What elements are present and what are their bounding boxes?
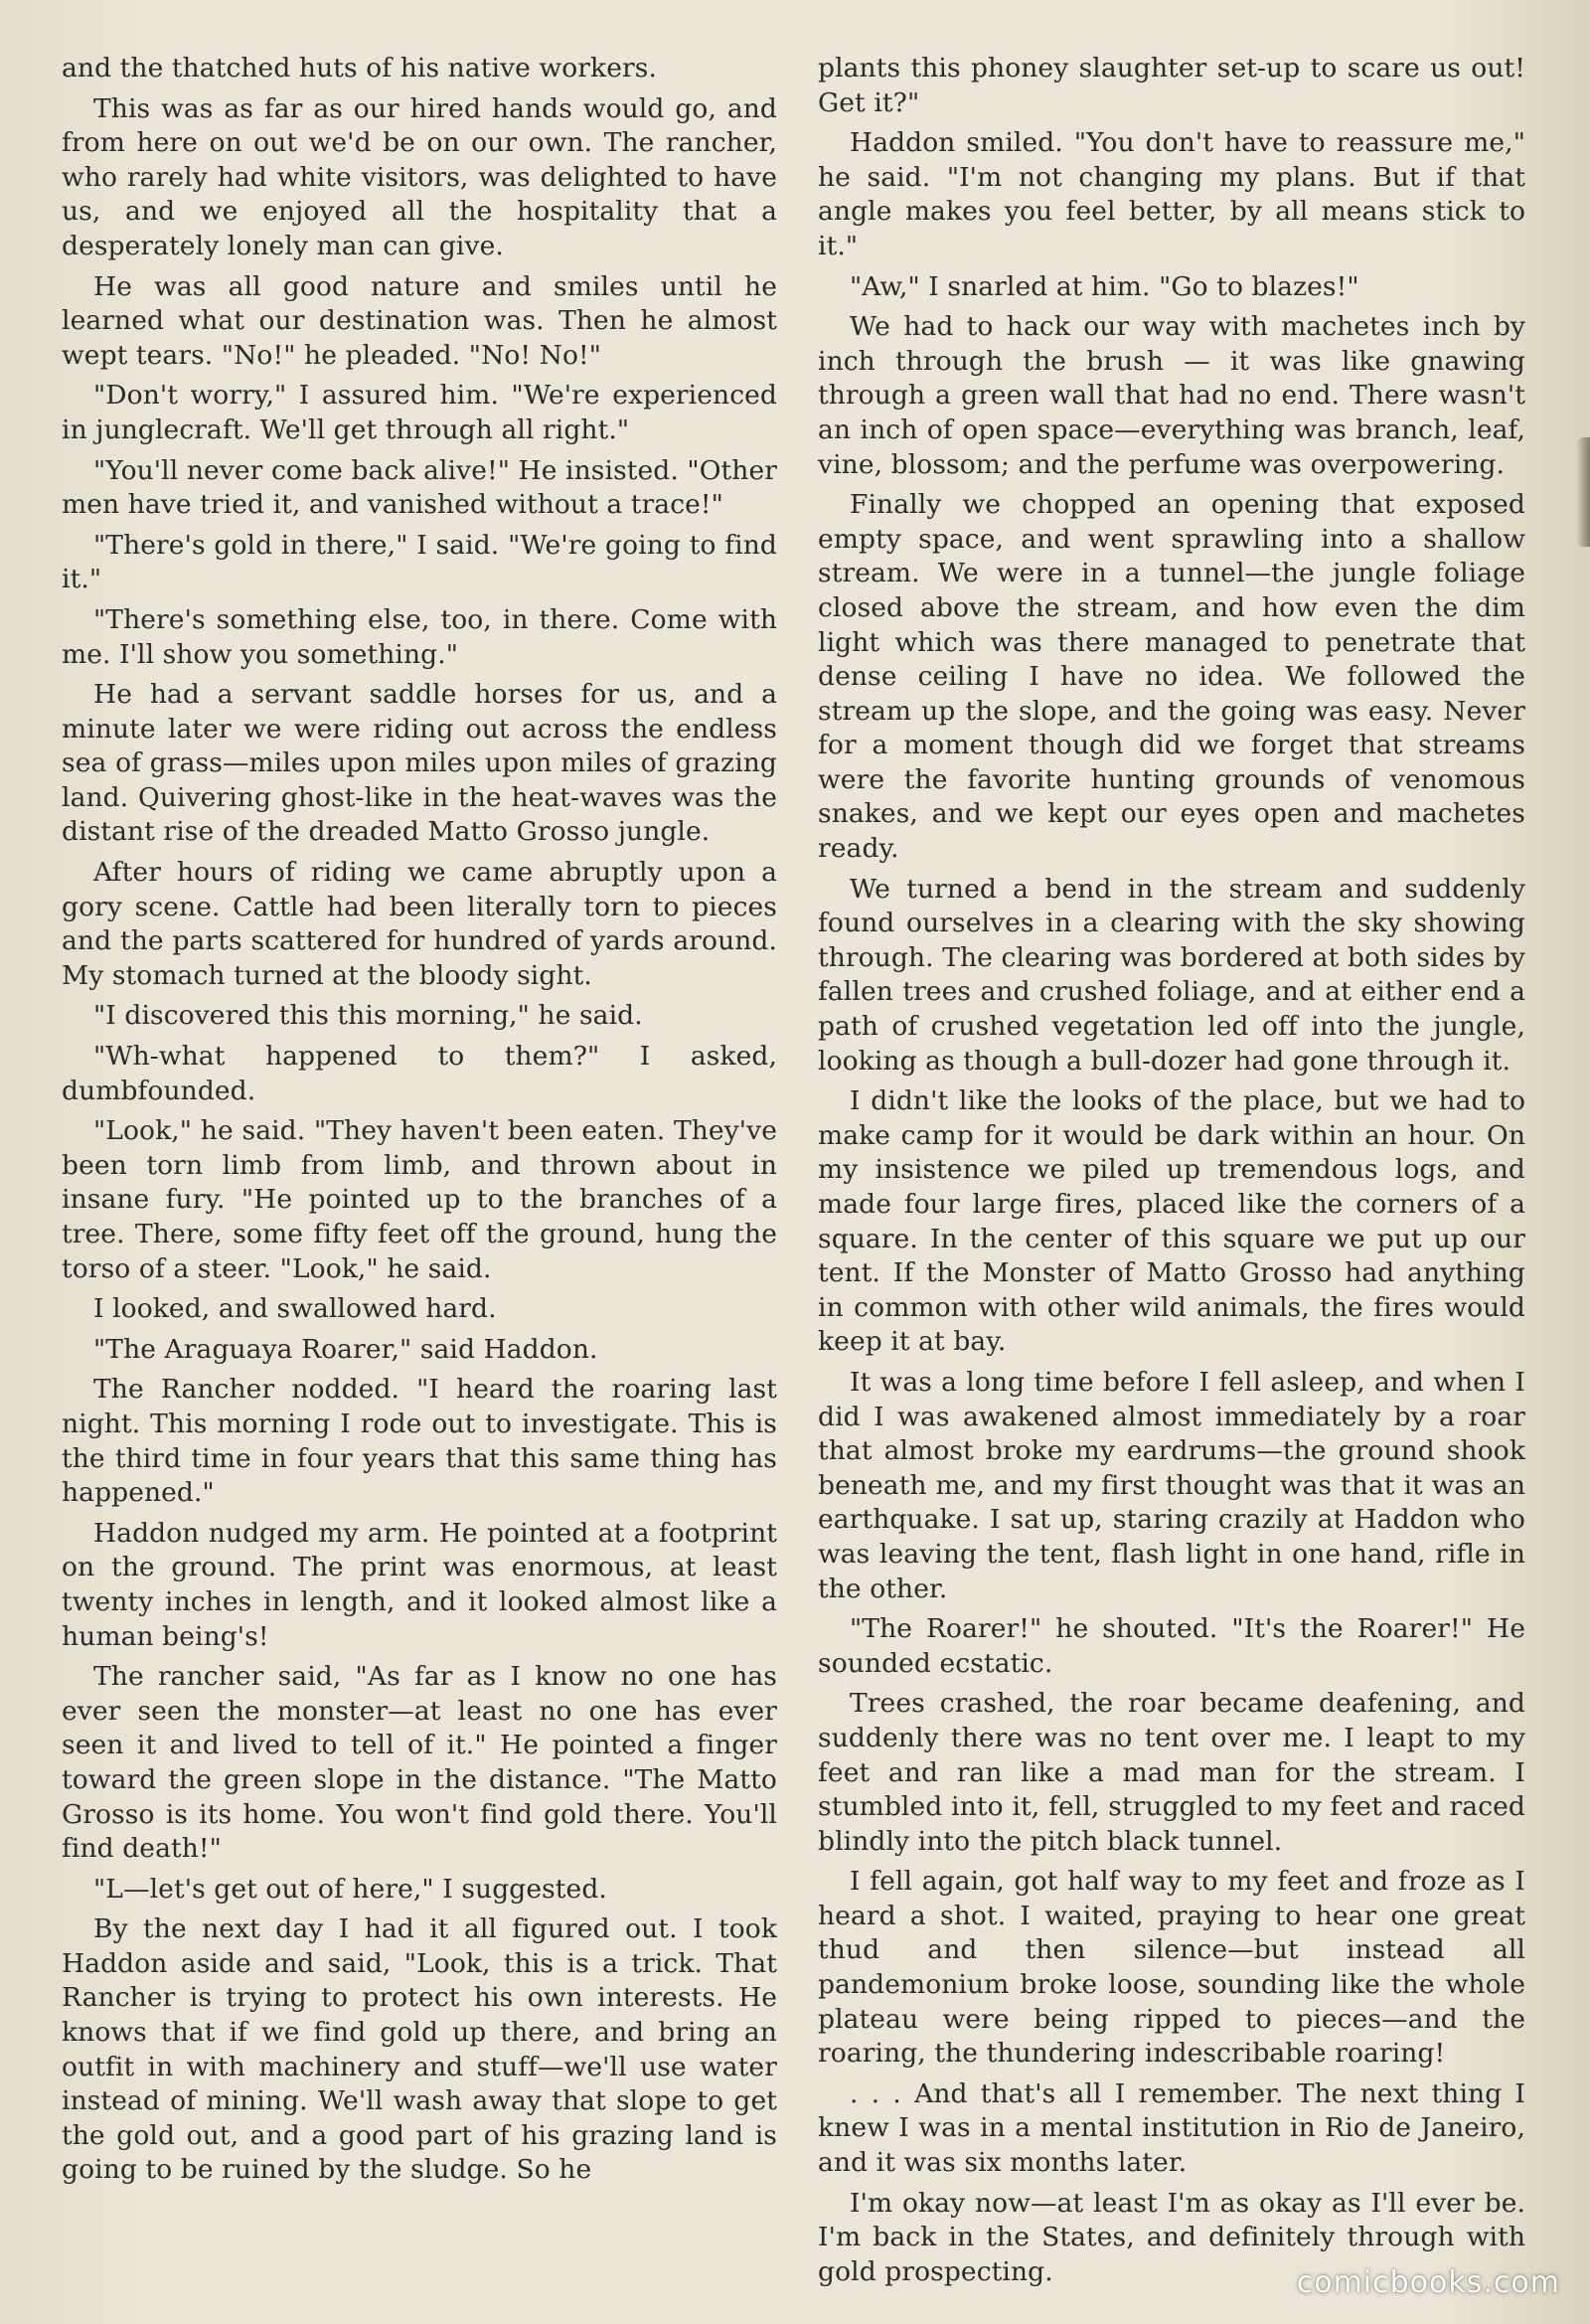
watermark: comicbooks.com <box>1296 2265 1560 2300</box>
paragraph: . . . And that's all I remember. The next thing I knew I was in a mental institution in Rio de Janeiro, and it was six months later. <box>818 2077 1525 2179</box>
paragraph: and the thatched huts of his native workers. <box>62 53 657 83</box>
paragraph: I fell again, got half way to my feet and froze as I heard a shot. I waited, praying to hear one great thud and then silence—but instead all pandemonium broke loose, sounding like the whole plateau were being ripped to pieces—and the roaring, the thundering indescribable roaring! <box>818 1866 1525 2070</box>
paragraph: We turned a bend in the stream and suddenly found ourselves in a clearing with the sky showing through. The clearing was bordered at both sides by fallen trees and crushed foliage, and at either end a path of crushed vegetation led off into the jungle, looking as though a bull-dozer had gone through it. <box>818 873 1525 1077</box>
paragraph: The Rancher nodded. "I heard the roaring last night. This morning I rode out to investigate. This is the third time in four years that this same thing has happened." <box>62 1374 777 1509</box>
paragraph: Trees crashed, the roar became deafening, and suddenly there was no tent over me. I leapt to my feet and ran like a mad man for the stream. I stumbled into it, fell, struggled to my feet and raced blindly into the pitch black tunnel. <box>818 1688 1525 1857</box>
paragraph: "There's gold in there," I said. "We're going to find it." <box>62 529 777 595</box>
paragraph: I didn't like the looks of the place, but we had to make camp for it would be dark within an hour. On my insistence we piled up tremendous logs, and made four large fires, placed like the corners of a square. In the center of this square we put up our tent. If the Monster of Matto Grosso had anything in common with other wild animals, the fires would keep it at bay. <box>818 1085 1525 1358</box>
paragraph: I'm okay now—at least I'm as okay as I'll ever be. I'm back in the States, and definitely through with gold prospecting. <box>818 2187 1525 2287</box>
paragraph: "Look," he said. "They haven't been eaten. They've been torn limb from limb, and thrown about in insane fury. "He pointed up to the branches of a tree. There, some fifty feet off the ground, hung the torso of a steer. "Look," he said. <box>62 1115 777 1284</box>
paragraph: After hours of riding we came abruptly upon a gory scene. Cattle had been literally torn to pieces and the parts scattered for hundred of yards around. My stomach turned at the bloody sight. <box>62 857 777 991</box>
paragraph: Haddon nudged my arm. He pointed at a footprint on the ground. The print was enormous, at least twenty inches in length, and it looked almost like a human being's! <box>62 1517 777 1652</box>
paragraph: "Aw," I snarled at him. "Go to blazes!" <box>850 270 1359 302</box>
paragraph: "Wh-what happened to them?" I asked, dumbfounded. <box>62 1041 777 1106</box>
paragraph: Finally we chopped an opening that exposed empty space, and went sprawling into a shallow stream. We were in a tunnel—the jungle foliage closed above the stream, and how even the dim light which was there managed to penetrate that dense ceiling I have no idea. We followed the stream up the slope, and the going was easy. Never for a moment though did we forget that streams were the favorite hunting grounds of venomous snakes, and we kept our eyes open and machetes ready. <box>818 489 1525 865</box>
paragraph: "L—let's get out of here," I suggested. <box>93 1873 607 1905</box>
left-text-column <box>62 52 777 2188</box>
paragraph: He was all good nature and smiles until he learned what our destination was. Then he almost wept tears. "No!" he pleaded. "No! No!" <box>62 270 777 371</box>
paragraph: "The Roarer!" he shouted. "It's the Roarer!" He sounded ecstatic. <box>818 1613 1525 1679</box>
paragraph: Haddon smiled. "You don't have to reassure me," he said. "I'm not changing my plans. But if that angle makes you feel better, by all means stick to it." <box>818 127 1525 261</box>
paragraph: plants this phoney slaughter set-up to scare us out! Get it?" <box>818 53 1525 118</box>
paragraph: "I discovered this this morning," he said. <box>93 1000 643 1032</box>
right-text-column <box>818 52 1525 2289</box>
paragraph: By the next day I had it all figured out. I took Haddon aside and said, "Look, this is a trick. That Rancher is trying to protect his own interests. He knows that if we find gold up there, and bring an outfit in with machinery and stuff—we'll use water instead of mining. We'll wash away that slope to get the gold out, and a good part of his grazing land is going to be ruined by the sludge. So he <box>62 1913 777 2186</box>
paragraph: He had a servant saddle horses for us, and a minute later we were riding out across the endless sea of grass—miles upon miles upon miles of grazing land. Quivering ghost-like in the heat-waves was the distant rise of the dreaded Matto Grosso jungle. <box>62 679 777 848</box>
paragraph: "Don't worry," I assured him. "We're experienced in junglecraft. We'll get through all right." <box>62 380 777 445</box>
paragraph: "The Araguaya Roarer," said Haddon. <box>93 1333 598 1365</box>
paragraph: "There's something else, too, in there. Come with me. I'll show you something." <box>62 603 777 670</box>
paragraph: I looked, and swallowed hard. <box>93 1293 497 1325</box>
paragraph: We had to hack our way with machetes inch by inch through the brush — it was like gnawing through a green wall that had no end. There wasn't an inch of open space—everything was branch, leaf, vine, blossom; and the perfume was overpowering. <box>818 311 1525 480</box>
paragraph: The rancher said, "As far as I know no one has ever seen the monster—at least no one has ever seen it and lived to tell of it." He pointed a finger toward the green slope in the distance. "The Matto Grosso is its home. You won't find gold there. You'll find death!" <box>62 1661 777 1865</box>
paragraph: This was as far as our hired hands would go, and from here on out we'd be on our own. The rancher, who rarely had white visitors, was delighted to have us, and we enjoyed all the hospitality that a desperately lonely man can give. <box>62 92 777 261</box>
page-edge-shadow <box>1576 437 1590 547</box>
paragraph: "You'll never come back alive!" He insisted. "Other men have tried it, and vanished without a trace!" <box>62 454 777 521</box>
paragraph: It was a long time before I fell asleep, and when I did I was awakened almost immediately by a roar that almost broke my eardrums—the ground shook beneath me, and my first thought was that it was an earthquake. I sat up, staring crazily at Haddon who was leaving the tent, flash light in one hand, rifle in the other. <box>818 1366 1525 1604</box>
